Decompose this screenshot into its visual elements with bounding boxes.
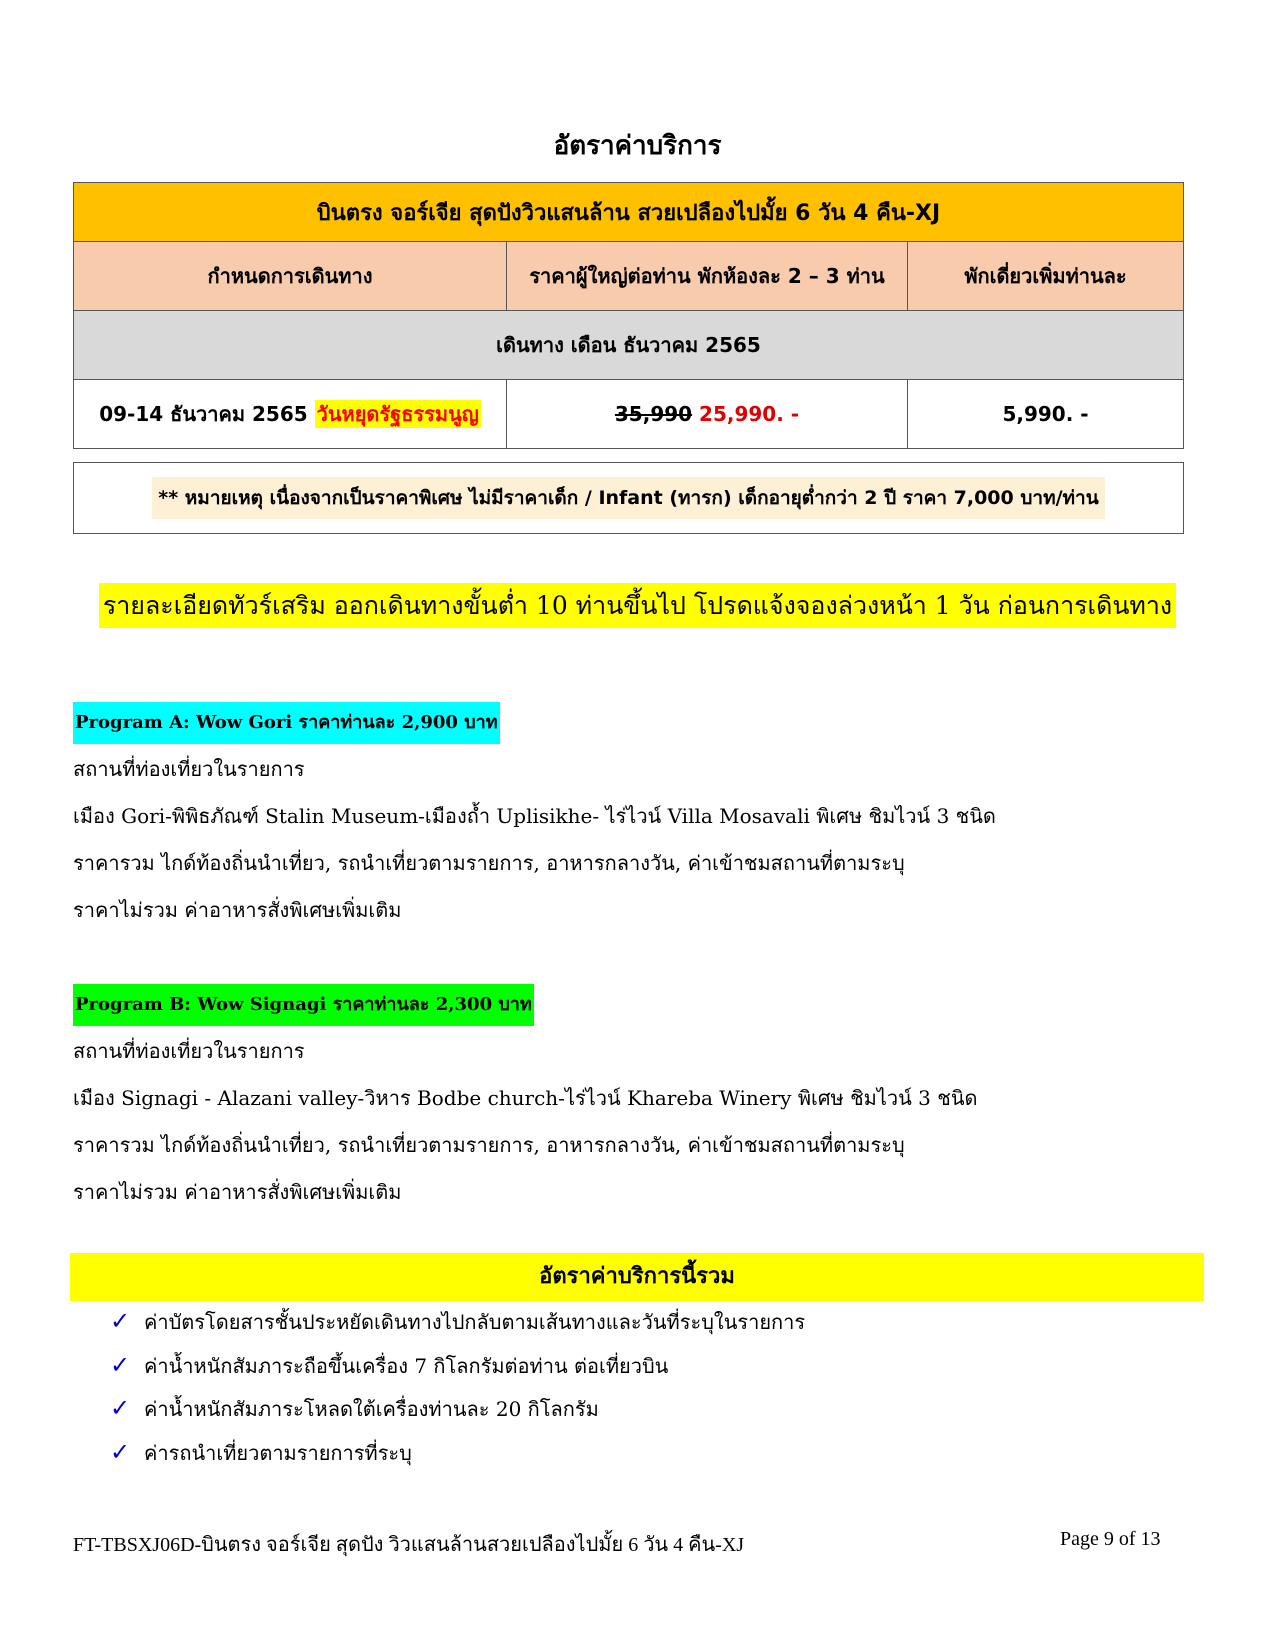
header-single-supplement: พักเดี่ยวเพิ่มท่านละ	[908, 242, 1184, 311]
included-item-text: ค่ารถนำเที่ยวตามรายการที่ระบุ	[144, 1440, 412, 1465]
travel-month: เดินทาง เดือน ธันวาคม 2565	[74, 311, 1184, 380]
header-adult-price: ราคาผู้ใหญ่ต่อท่าน พักห้องละ 2 – 3 ท่าน	[507, 242, 908, 311]
list-item	[110, 1344, 805, 1388]
table-header-row	[74, 242, 1184, 311]
optional-tour-banner-text: รายละเอียดทัวร์เสริม ออกเดินทางขั้นต่ำ 10 ท่านขึ้นไป โปรดแจ้งจองล่วงหน้า 1 วัน ก่อนการเดินทาง	[99, 583, 1176, 628]
program-a-excluded: ราคาไม่รวม ค่าอาหารสั่งพิเศษเพิ่มเติม	[73, 898, 402, 922]
program-b-included: ราคารวม ไกด์ท้องถิ่นนำเที่ยว, รถนำเที่ยวตามรายการ, อาหารกลางวัน, ค่าเข้าชมสถานที่ตามระบุ	[73, 1133, 905, 1157]
price-note-text: ** หมายเหตุ เนื่องจากเป็นราคาพิเศษ ไม่มีราคาเด็ก / Infant (ทารก) เด็กอายุต่ำกว่า 2 ปี ราคา 7,000 บาท/ท่าน	[152, 477, 1104, 519]
program-a-places-label: สถานที่ท่องเที่ยวในรายการ	[73, 757, 305, 781]
program-b-places-label: สถานที่ท่องเที่ยวในรายการ	[73, 1039, 305, 1063]
program-a-places: เมือง Gori-พิพิธภัณฑ์ Stalin Museum-เมืองถ้ำ Uplisikhe- ไร่ไวน์ Villa Mosavali พิเศษ ชิมไวน์ 3 ชนิด	[73, 804, 996, 828]
included-item-text: ค่าน้ำหนักสัมภาระโหลดใต้เครื่องท่านละ 20 กิโลกรัม	[144, 1397, 599, 1421]
list-item	[110, 1300, 805, 1344]
page-title: อัตราค่าบริการ	[553, 131, 722, 161]
header-schedule: กำหนดการเดินทาง	[74, 242, 507, 311]
included-item-text: ค่าน้ำหนักสัมภาระถือขึ้นเครื่อง 7 กิโลกรัมต่อท่าน ต่อเที่ยวบิน	[144, 1353, 669, 1378]
list-item	[110, 1431, 805, 1475]
price-note	[73, 462, 1184, 534]
program-a-title: Program A: Wow Gori ราคาท่านละ 2,900 บาท	[73, 702, 500, 744]
program-a-included: ราคารวม ไกด์ท้องถิ่นนำเที่ยว, รถนำเที่ยวตามรายการ, อาหารกลางวัน, ค่าเข้าชมสถานที่ตามระบุ	[73, 851, 905, 875]
single-supplement-price: 5,990. -	[908, 380, 1184, 449]
price-table	[73, 182, 1184, 449]
old-price: 35,990	[614, 402, 693, 426]
travel-dates: 09-14 ธันวาคม 2565	[99, 402, 308, 426]
footer-doc-code: FT-TBSXJ06D-บินตรง จอร์เจีย สุดปัง วิวแสนล้านสวยเปลืองไปมั้ย 6 วัน 4 คืน-XJ	[73, 1534, 745, 1556]
included-item-text: ค่าบัตรโดยสารชั้นประหยัดเดินทางไปกลับตามเส้นทางและวันที่ระบุในรายการ	[144, 1310, 806, 1334]
optional-tour-banner	[0, 586, 1275, 626]
tour-title: บินตรง จอร์เจีย สุดปังวิวแสนล้าน สวยเปลืองไปมั้ย 6 วัน 4 คืน-XJ	[74, 183, 1184, 242]
check-icon: ✓	[110, 1394, 131, 1422]
program-b-excluded: ราคาไม่รวม ค่าอาหารสั่งพิเศษเพิ่มเติม	[73, 1180, 402, 1204]
program-b	[73, 980, 977, 1216]
travel-dates-cell	[74, 380, 507, 449]
table-title-row	[74, 183, 1184, 242]
program-b-title: Program B: Wow Signagi ราคาท่านละ 2,300 บาท	[73, 984, 534, 1026]
table-row	[74, 380, 1184, 449]
program-a	[73, 698, 996, 934]
month-row	[74, 311, 1184, 380]
footer-page-number: Page 9 of 13	[1060, 1528, 1161, 1550]
included-list	[110, 1300, 805, 1474]
program-b-places: เมือง Signagi - Alazani valley-วิหาร Bodbe church-ไร่ไวน์ Khareba Winery พิเศษ ชิมไวน์ 3 ชนิด	[73, 1086, 978, 1110]
check-icon: ✓	[110, 1307, 131, 1335]
new-price: 25,990. -	[699, 402, 800, 426]
check-icon: ✓	[110, 1350, 131, 1379]
check-icon: ✓	[110, 1437, 131, 1466]
holiday-label: วันหยุดรัฐธรรมนูญ	[316, 402, 479, 426]
list-item	[110, 1387, 805, 1431]
included-section-title: อัตราค่าบริการนี้รวม	[70, 1253, 1204, 1301]
adult-price-cell	[507, 380, 908, 449]
